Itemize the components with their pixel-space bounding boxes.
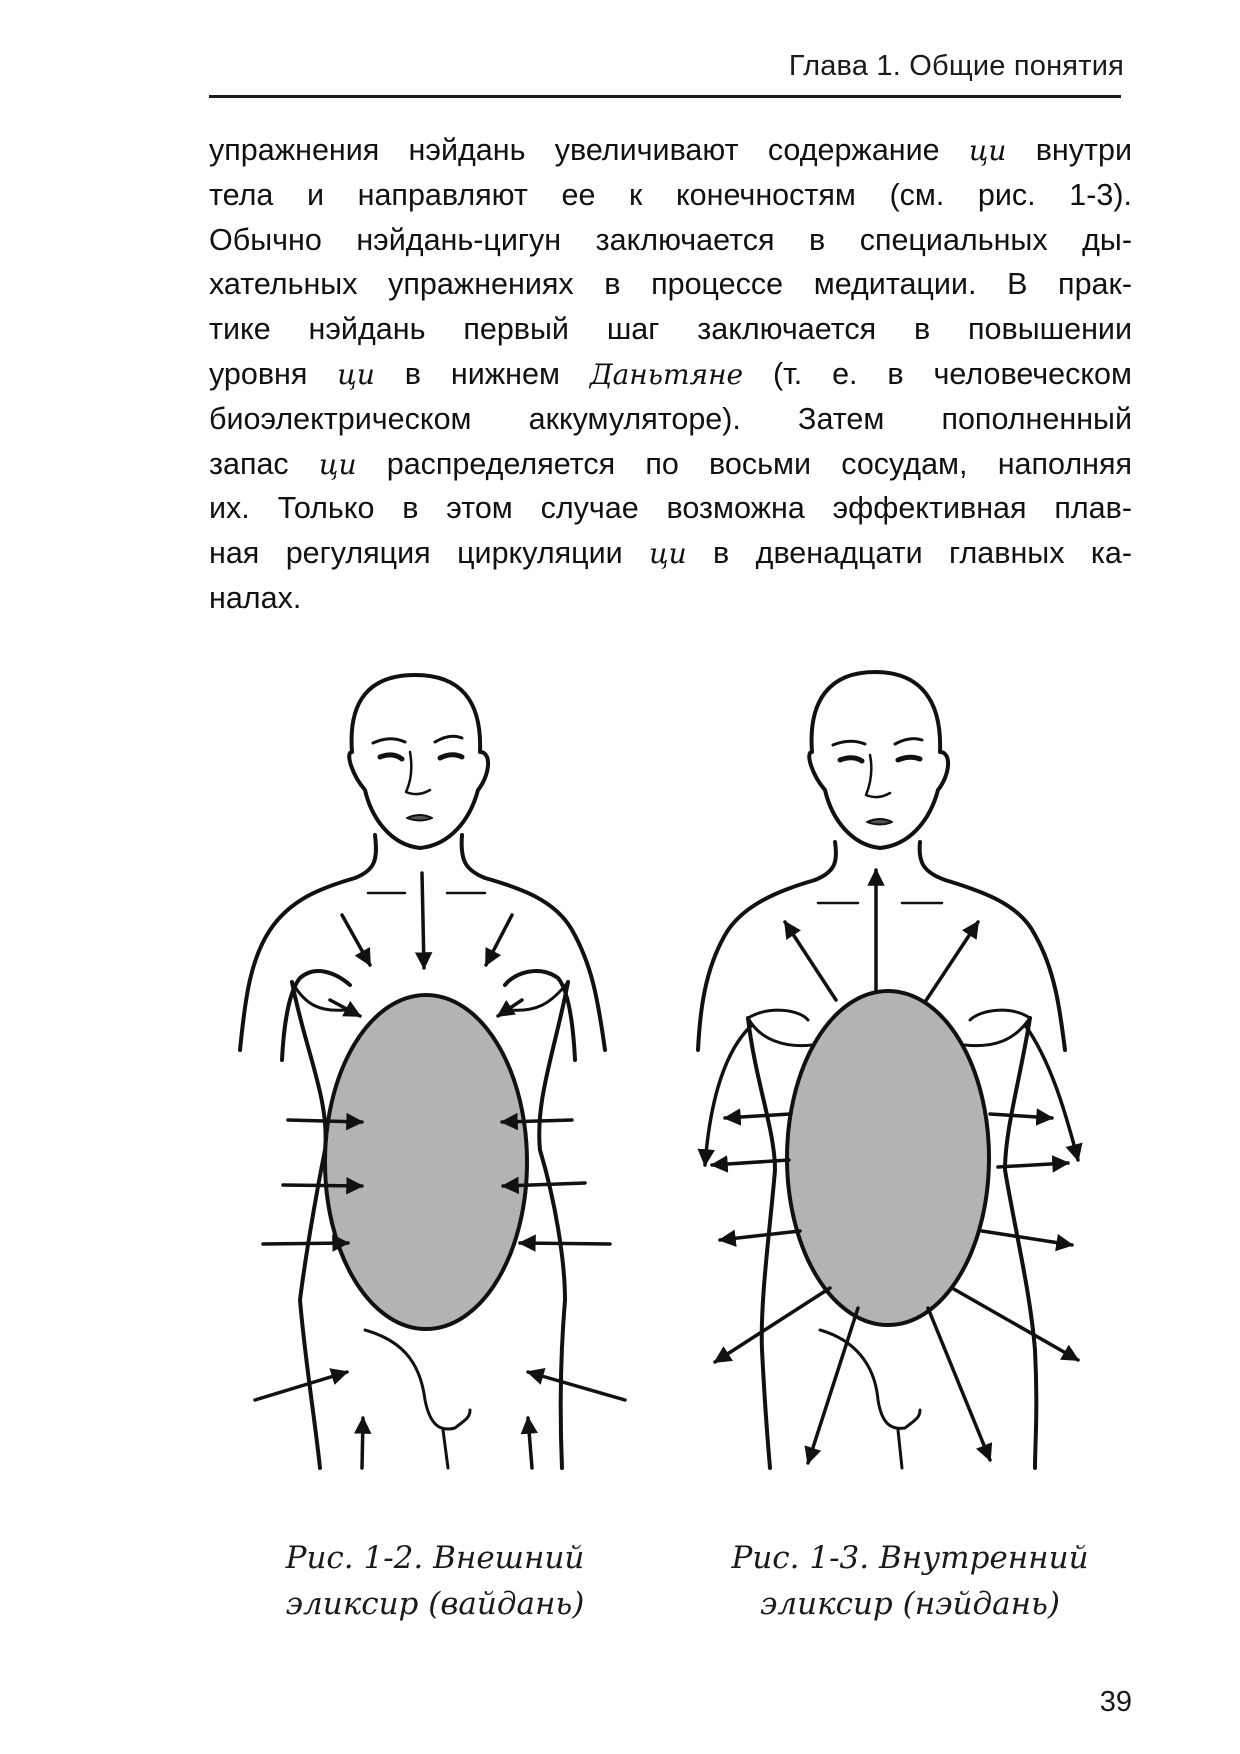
text-line: Обычно нэйдань-цигун заключается в специальных ды- bbox=[209, 222, 1132, 257]
head-outline bbox=[349, 675, 488, 848]
dantian-ellipse bbox=[787, 991, 989, 1325]
figure-vaidan bbox=[240, 675, 625, 1468]
figures-area bbox=[0, 660, 1240, 1500]
figure-neidan bbox=[698, 672, 1078, 1468]
text-line: запас ци распределяется по восьми сосудам, наполняя bbox=[209, 446, 1132, 481]
text-line: налах. bbox=[209, 580, 302, 615]
term-qi: ци bbox=[318, 447, 357, 481]
text-line: их. Только в этом случае возможна эффективная плав- bbox=[209, 491, 1132, 526]
running-head: Глава 1. Общие понятия bbox=[788, 50, 1124, 82]
text-line: биоэлектрическом аккумуляторе). Затем пополненный bbox=[209, 401, 1132, 436]
text-line: тела и направляют ее к конечностям (см. рис. 1-3). bbox=[209, 177, 1132, 212]
text-line: тике нэйдань первый шаг заключается в повышении bbox=[209, 312, 1132, 347]
figure-caption-1-2: Рис. 1-2. Внешний эликсир (вайдань) bbox=[285, 1540, 585, 1622]
term-qi: ци bbox=[337, 357, 375, 391]
figure-caption-1-3: Рис. 1-3. Внутренний эликсир (нэйдань) bbox=[731, 1540, 1089, 1622]
page-number: 39 bbox=[1099, 1686, 1132, 1718]
term-qi: ци bbox=[968, 134, 1007, 167]
text-line: упражнения нэйдань увеличивают содержание ци внутри bbox=[209, 133, 1132, 167]
text-line: хательных упражнениях в процессе медитации. В прак- bbox=[209, 267, 1132, 302]
text-line: уровня ци в нижнем Даньтяне (т. е. в человеческом bbox=[209, 356, 1132, 391]
header-rule bbox=[209, 95, 1121, 98]
term-dantian: Даньтяне bbox=[589, 357, 744, 391]
body-paragraph bbox=[209, 128, 1132, 621]
dantian-ellipse bbox=[325, 995, 527, 1329]
text-line: ная регуляция циркуляции ци в двенадцати главных ка- bbox=[209, 536, 1132, 571]
term-qi: ци bbox=[649, 537, 687, 571]
